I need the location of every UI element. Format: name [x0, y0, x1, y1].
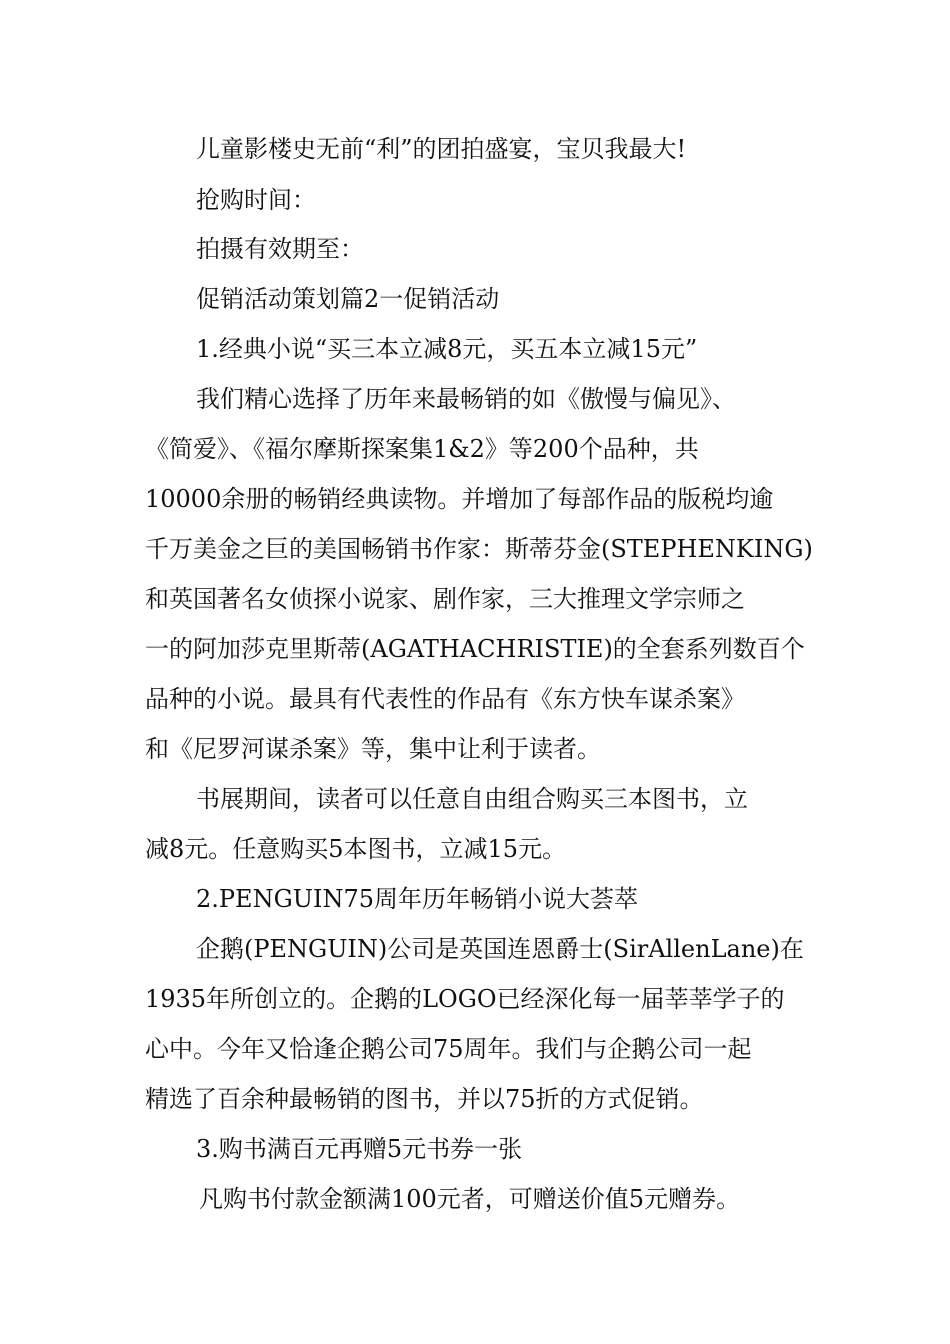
text-line: 1935年所创立的。企鹅的LOGO已经深化每一届莘莘学子的: [145, 985, 785, 1013]
text-line: 《简爱》、《福尔摩斯探案集1&2》等200个品种，共: [145, 435, 699, 463]
text-line: 品种的小说。最具有代表性的作品有《东方快车谋杀案》: [145, 685, 745, 713]
text-line: 书展期间，读者可以任意自由组合购买三本图书，立: [196, 785, 748, 813]
item-heading: 1.经典小说“买三本立减8元，买五本立减15元”: [196, 335, 698, 363]
text-line: 企鹅(PENGUIN)公司是英国连恩爵士(SirAllenLane)在: [196, 935, 804, 963]
text-line: 我们精心选择了历年来最畅销的如《傲慢与偏见》、: [196, 385, 736, 413]
section-heading: 促销活动策划篇2一促销活动: [196, 285, 500, 313]
text-line: 一的阿加莎克里斯蒂(AGATHACHRISTIE)的全套系列数百个: [145, 635, 805, 663]
text-line: 千万美金之巨的美国畅销书作家：斯蒂芬金(STEPHENKING): [145, 535, 813, 563]
text-line: 和英国著名女侦探小说家、剧作家，三大推理文学宗师之: [145, 585, 745, 613]
text-line: 儿童影楼史无前“利”的团拍盛宴，宝贝我最大!: [196, 135, 687, 163]
text-line: 10000余册的畅销经典读物。并增加了每部作品的版税均逾: [145, 485, 774, 513]
text-line: 凡购书付款金额满100元者，可赠送价值5元赠券。: [199, 1185, 741, 1213]
text-line: 减8元。任意购买5本图书，立减15元。: [145, 835, 567, 863]
item-heading: 2.PENGUIN75周年历年畅销小说大荟萃: [196, 885, 638, 913]
item-heading: 3.购书满百元再赠5元书券一张: [196, 1135, 523, 1163]
text-line: 精选了百余种最畅销的图书，并以75折的方式促销。: [145, 1085, 704, 1113]
text-line: 和《尼罗河谋杀案》等，集中让利于读者。: [145, 735, 601, 763]
text-line: 心中。今年又恰逢企鹅公司75周年。我们与企鹅公司一起: [145, 1035, 752, 1063]
text-line: 拍摄有效期至：: [196, 235, 364, 263]
text-line: 抢购时间：: [196, 186, 316, 214]
